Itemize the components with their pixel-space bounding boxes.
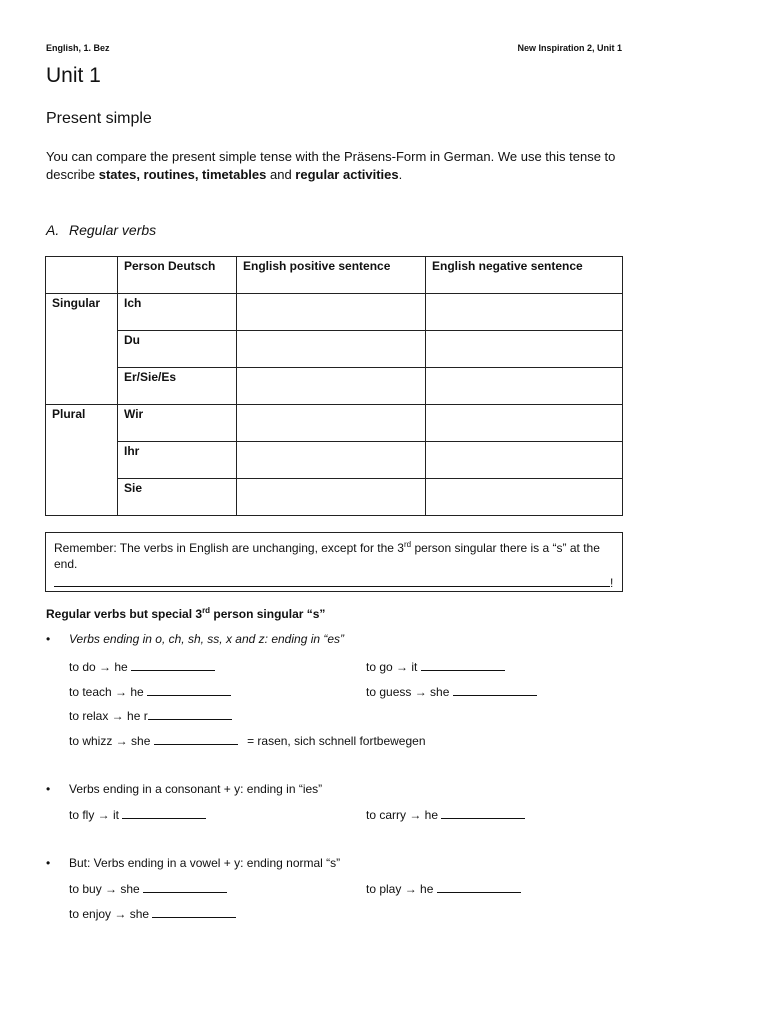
exercise-play [366,880,521,896]
exercise-go-label: to go → it [366,660,418,674]
header-left: English, 1. Bez [46,43,110,53]
intro-and: and [266,167,296,182]
group-plural: Plural [46,405,118,516]
section-a-letter: A. [46,222,60,238]
group-singular: Singular [46,294,118,405]
exercise-buy-label: to buy → she [69,882,140,896]
special-heading-part2: person singular “s” [210,607,326,621]
table-header-person: Person Deutsch [118,257,237,294]
intro-text: You can compare the present simple tense with the Präsens-Form in German. We use this tense to describe [46,149,616,182]
exercise-do-label: to do → he [69,660,128,674]
remember-sup: rd [403,540,412,549]
answer-blank[interactable] [143,880,227,893]
table-header-positive: English positive sentence [237,257,426,294]
header-right: New Inspiration 2, Unit 1 [517,43,622,53]
negative-cell[interactable] [426,331,623,368]
table-row [46,479,623,516]
table-row [46,294,623,331]
exercise-fly-label: to fly → it [69,808,120,822]
exercise-buy [69,880,227,896]
exercise-whizz [69,732,426,748]
remember-text [54,537,614,572]
person-cell: Sie [118,479,237,516]
exercise-carry [366,806,525,822]
exercise-relax-label: to relax → he r [69,709,148,723]
rule-2 [46,782,322,796]
person-cell: Er/Sie/Es [118,368,237,405]
exercise-guess [366,683,537,699]
remember-exclamation: ! [610,576,614,590]
remember-text-part2: person singular there is a “s” at the end. [54,541,600,571]
exercise-guess-label: to guess → she [366,685,450,699]
remember-answer-line[interactable] [54,574,614,591]
exercise-enjoy [69,905,236,921]
bullet-icon: • [46,632,51,646]
bullet-icon: • [46,782,51,796]
negative-cell[interactable] [426,442,623,479]
rule-1-text: Verbs ending in o, ch, sh, ss, x and z: ending in “es” [69,632,345,646]
page-title: Unit 1 [46,64,101,87]
exercise-relax [69,707,232,723]
regular-verbs-table [45,256,623,516]
positive-cell[interactable] [237,331,426,368]
exercise-go [366,658,505,674]
remember-text-part1: Remember: The verbs in English are unchanging, except for the 3 [54,541,404,555]
section-a-title: Regular verbs [69,222,157,238]
person-cell: Wir [118,405,237,442]
special-heading-sup: rd [202,606,211,615]
person-cell: Ihr [118,442,237,479]
rule-2-text: Verbs ending in a consonant + y: ending in “ies” [69,782,323,796]
answer-blank[interactable] [148,707,232,720]
table-row [46,442,623,479]
rule-1 [46,632,344,646]
remember-box [45,532,623,592]
special-heading-part1: Regular verbs but special 3 [46,607,203,621]
exercise-whizz-note: = rasen, sich schnell fortbewegen [247,734,426,748]
special-heading [46,606,325,621]
intro-paragraph [46,148,646,184]
person-cell: Du [118,331,237,368]
exercise-teach [69,683,231,699]
positive-cell[interactable] [237,405,426,442]
exercise-whizz-label: to whizz → she [69,734,151,748]
answer-blank[interactable] [154,732,238,745]
negative-cell[interactable] [426,479,623,516]
table-header-negative: English negative sentence [426,257,623,294]
table-row [46,331,623,368]
positive-cell[interactable] [237,442,426,479]
exercise-teach-label: to teach → he [69,685,144,699]
exercise-fly [69,806,206,822]
negative-cell[interactable] [426,368,623,405]
section-title: Present simple [46,110,152,127]
positive-cell[interactable] [237,294,426,331]
answer-blank[interactable] [147,683,231,696]
exercise-do [69,658,215,674]
table-header-empty [46,257,118,294]
answer-blank[interactable] [453,683,537,696]
answer-blank[interactable] [122,806,206,819]
answer-blank[interactable] [437,880,521,893]
negative-cell[interactable] [426,405,623,442]
exercise-play-label: to play → he [366,882,434,896]
section-a-heading [46,222,156,238]
answer-blank[interactable] [131,658,215,671]
answer-blank[interactable] [441,806,525,819]
negative-cell[interactable] [426,294,623,331]
positive-cell[interactable] [237,479,426,516]
exercise-carry-label: to carry → he [366,808,439,822]
table-row [46,368,623,405]
remember-blank[interactable] [54,574,610,587]
intro-bold-2: regular activities [295,167,399,182]
intro-bold-1: states, routines, timetables [98,167,267,182]
rule-3-text: But: Verbs ending in a vowel + y: ending normal “s” [69,856,341,870]
person-cell: Ich [118,294,237,331]
exercise-enjoy-label: to enjoy → she [69,907,150,921]
answer-blank[interactable] [421,658,505,671]
table-header-row [46,257,623,294]
intro-end: . [398,167,403,182]
bullet-icon: • [46,856,51,870]
rule-3 [46,856,340,870]
table-row [46,405,623,442]
answer-blank[interactable] [152,905,236,918]
positive-cell[interactable] [237,368,426,405]
